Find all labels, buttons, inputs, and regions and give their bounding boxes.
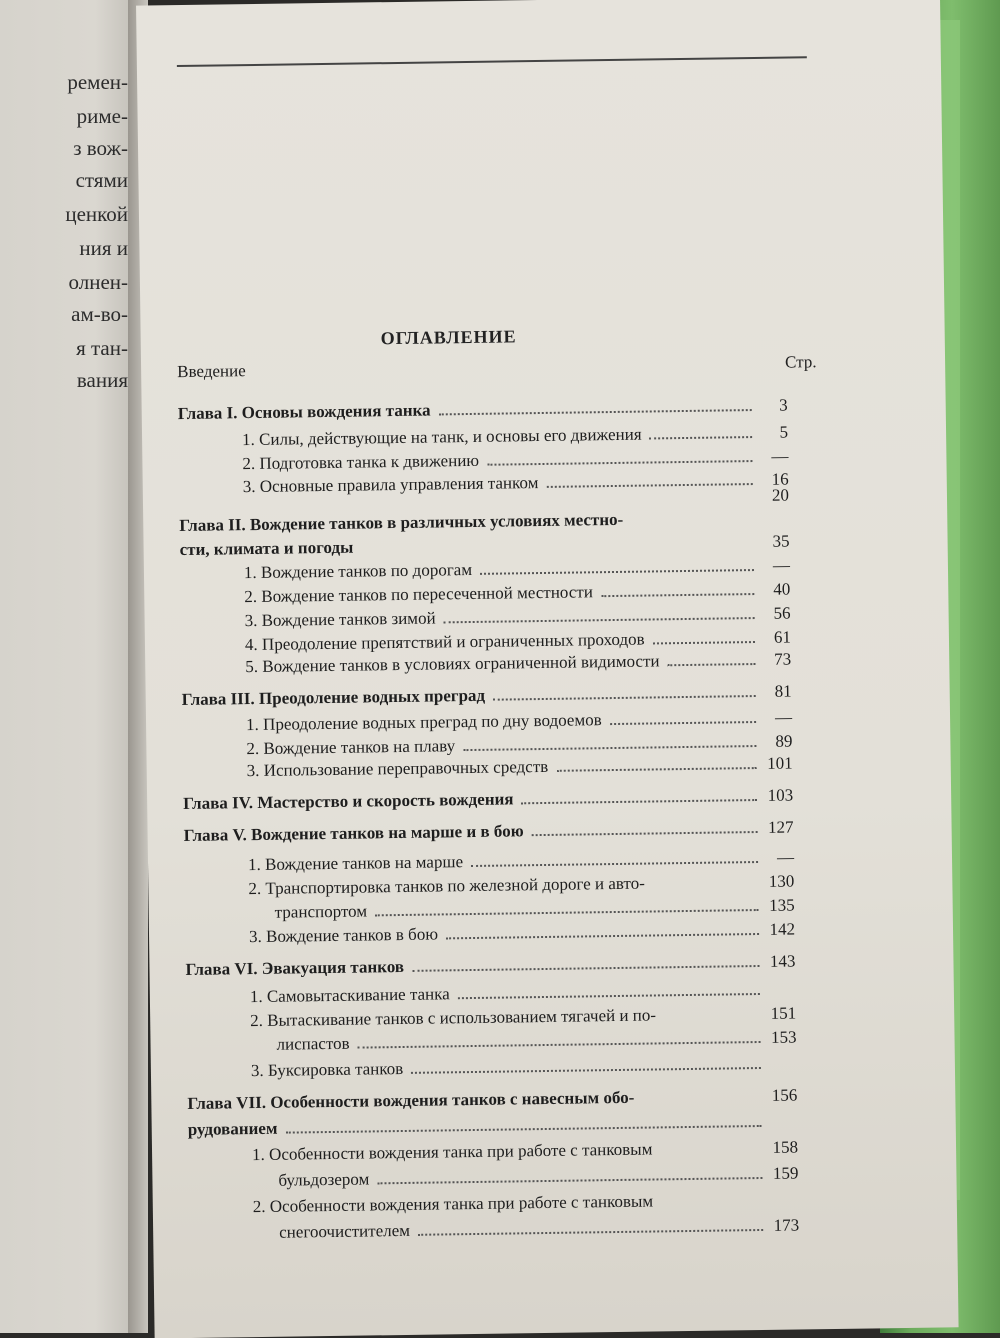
toc-entry: 20 bbox=[771, 485, 790, 505]
toc-entry: Глава VII. Особенности вождения танков с навесным обо- 156 bbox=[187, 1085, 798, 1114]
left-fragment: олнен- bbox=[68, 270, 128, 294]
left-fragment: ценкой bbox=[65, 202, 128, 226]
toc-entry: Глава I. Основы вождения танка 3 bbox=[177, 395, 788, 424]
toc-entry: 2. Подготовка танка к движению — bbox=[242, 446, 789, 474]
left-fragment: ремен- bbox=[67, 70, 128, 94]
toc-entry: 3. Вождение танков зимой 56 bbox=[244, 603, 791, 631]
left-fragment: я тан- bbox=[76, 336, 128, 360]
toc-entry: Глава II. Вождение танков в различных условиях местно- bbox=[179, 509, 624, 536]
toc-entry: 3. Использование переправочных средств 101 bbox=[246, 753, 793, 781]
toc-entry: 1. Преодоление водных преград по дну водоемов — bbox=[245, 707, 793, 735]
toc-entry: сти, климата и погоды 35 bbox=[179, 531, 790, 560]
toc-entry: 1. Силы, действующие на танк, и основы его движения 5 bbox=[241, 422, 789, 450]
toc-entry: 1. Вождение танков на марше — bbox=[247, 847, 795, 875]
toc-title: ОГЛАВЛЕНИЕ bbox=[380, 326, 517, 349]
left-fragment: стями bbox=[75, 168, 128, 192]
toc-entry: 3. Вождение танков в бою 142 bbox=[248, 919, 796, 947]
toc-entry: Глава III. Преодоление водных преград 81 bbox=[181, 681, 792, 710]
toc-entry: 2. Транспортировка танков по железной дороге и авто- 130 bbox=[248, 871, 795, 899]
table-of-contents bbox=[136, 0, 959, 1338]
left-page bbox=[0, 0, 136, 1333]
toc-entry: 5. Вождение танков в условиях ограниченной видимости 73 bbox=[245, 649, 792, 677]
page-column-label: Стр. bbox=[784, 352, 817, 372]
toc-intro: Введение bbox=[177, 361, 246, 382]
toc-entry: Глава VI. Эвакуация танков 143 bbox=[185, 951, 796, 980]
right-page bbox=[136, 0, 959, 1338]
toc-entry: снегоочистителем 173 bbox=[279, 1215, 800, 1242]
toc-entry: 2. Вождение танков по пересеченной местности 40 bbox=[244, 579, 791, 607]
toc-entry: рудованием bbox=[188, 1110, 798, 1141]
toc-entry: Глава V. Вождение танков на марше и в бою 127 bbox=[183, 817, 794, 846]
left-fragment: з вож- bbox=[73, 136, 128, 160]
toc-entry: 3. Основные правила управления танком 16 bbox=[242, 469, 789, 497]
toc-entry: транспортом 135 bbox=[274, 895, 795, 922]
left-fragment: риме- bbox=[76, 104, 128, 128]
toc-entry: лиспастов 153 bbox=[276, 1027, 797, 1054]
left-fragment: вания bbox=[76, 368, 128, 392]
left-fragment: ния и bbox=[79, 236, 128, 260]
toc-entry: бульдозером 159 bbox=[278, 1163, 799, 1190]
left-fragment: ам-во- bbox=[71, 302, 128, 326]
toc-entry: 4. Преодоление препятствий и ограниченных проходов 61 bbox=[244, 627, 792, 655]
toc-entry: Глава IV. Мастерство и скорость вождения 103 bbox=[183, 785, 794, 814]
toc-entry: 1. Особенности вождения танка при работе с танковым 158 bbox=[251, 1137, 799, 1165]
toc-entry: 2. Вытаскивание танков с использованием тягачей и по- 151 bbox=[250, 1003, 797, 1031]
toc-entry: 2. Вождение танков на плаву 89 bbox=[246, 731, 793, 759]
toc-entry: 1. Вождение танков по дорогам — bbox=[243, 555, 791, 583]
toc-entry: 1. Самовытаскивание танка bbox=[250, 978, 796, 1008]
toc-entry: 3. Буксировка танков bbox=[251, 1052, 797, 1082]
toc-entry: 2. Особенности вождения танка при работе с танковым bbox=[252, 1191, 654, 1217]
